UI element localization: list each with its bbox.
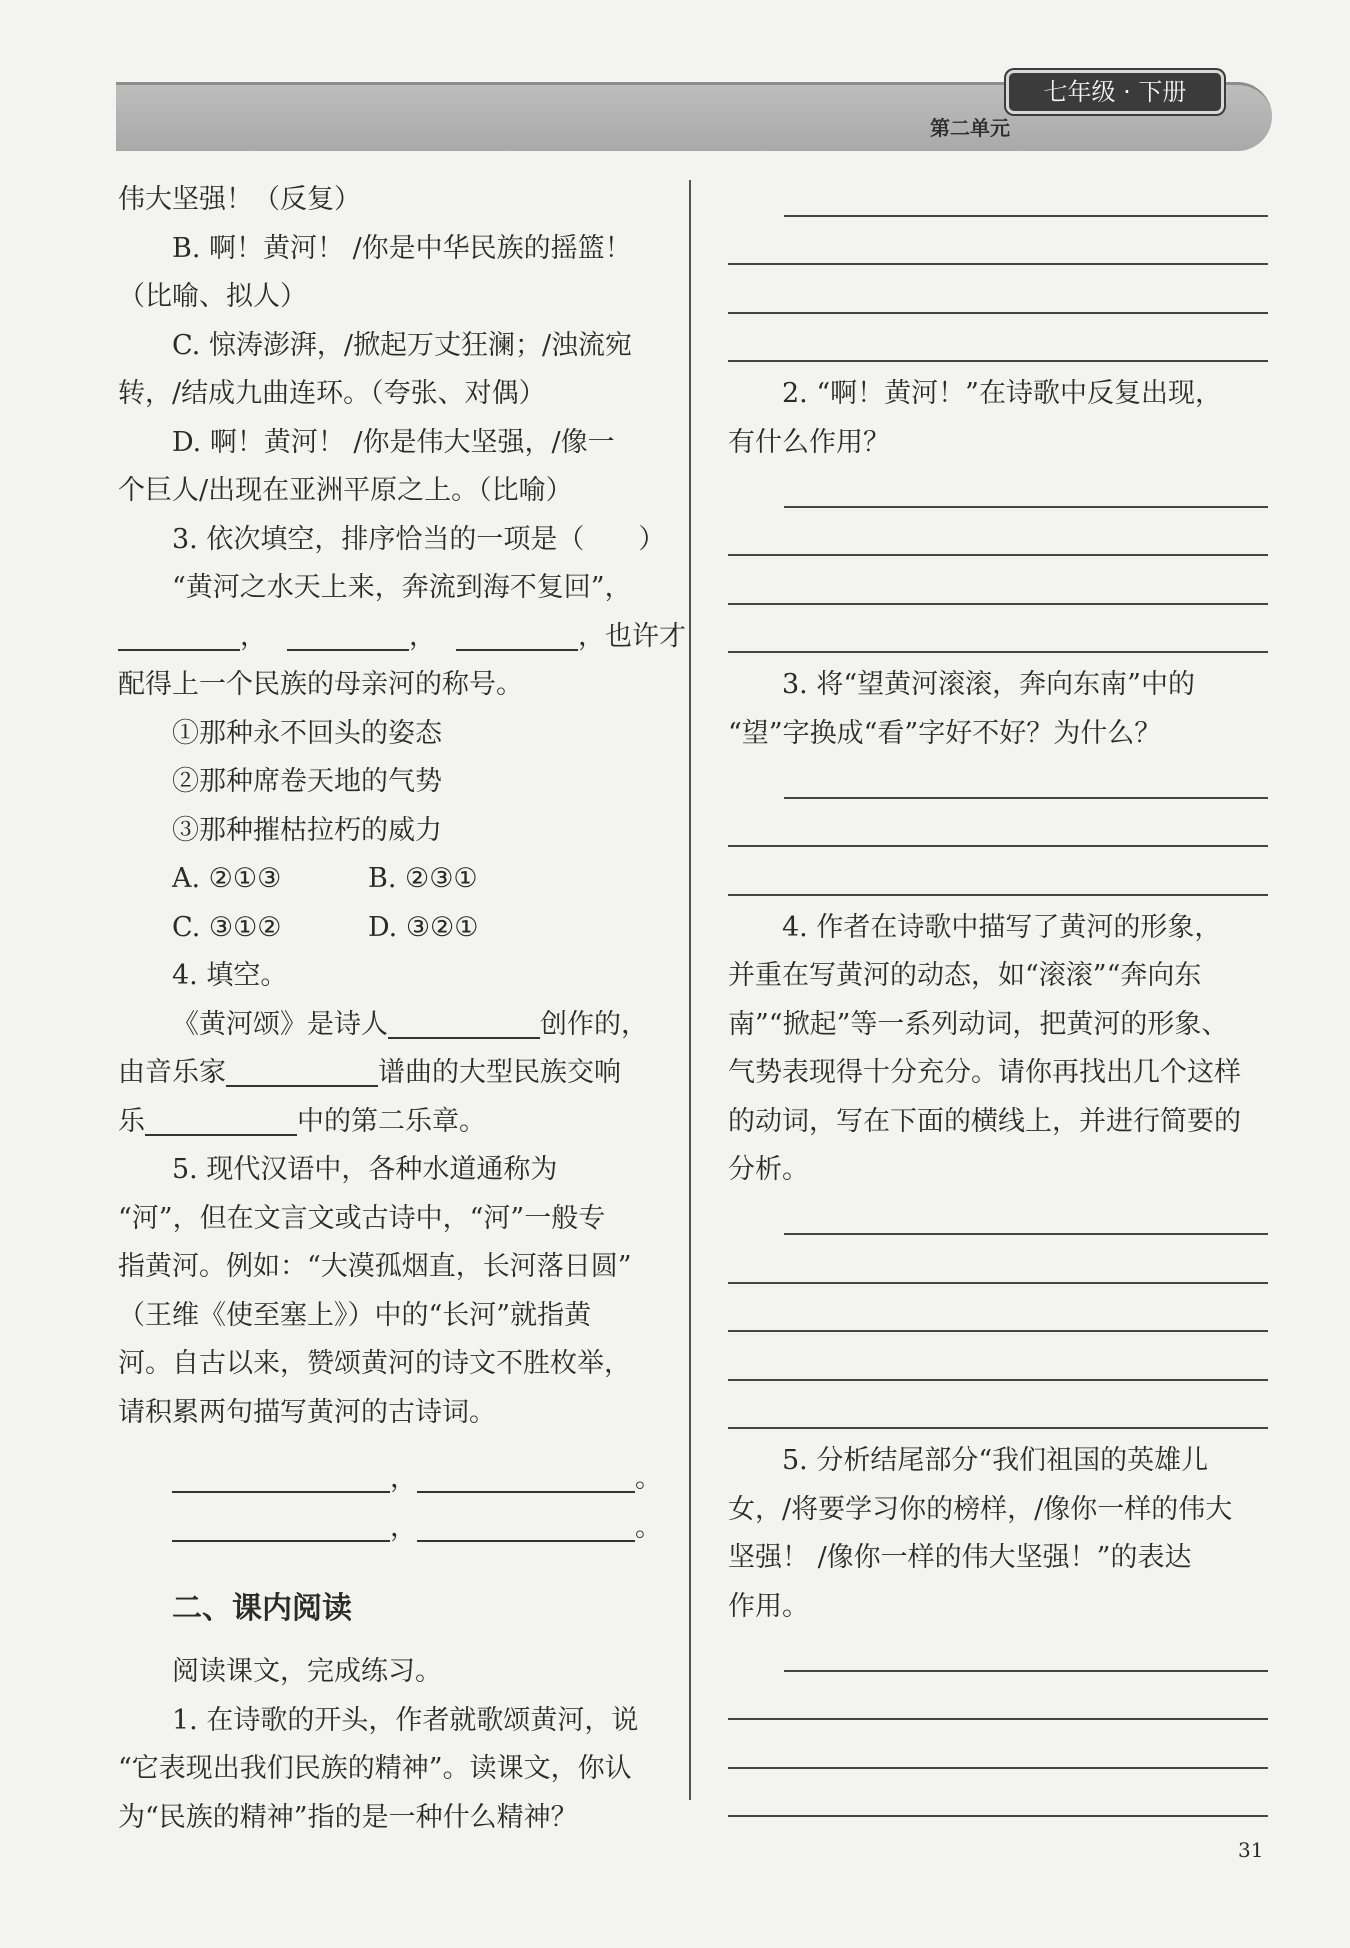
- text-line: 个巨人/出现在亚洲平原之上。（比喻）: [118, 475, 573, 506]
- composer-blank[interactable]: [226, 1055, 378, 1087]
- poem-blank[interactable]: [172, 1510, 390, 1542]
- punct: ，: [240, 620, 267, 652]
- answer-line[interactable]: [728, 855, 1268, 904]
- answer-line[interactable]: [728, 1728, 1268, 1777]
- text-line: 伟大坚强！（反复）: [118, 184, 361, 215]
- text-line: （王维《使至塞上》）中的“长河”就指黄: [118, 1299, 592, 1331]
- answer-line[interactable]: [728, 225, 1268, 274]
- text-line: 并重在写黄河的动态，如“滚滚”“奔向东: [728, 960, 1202, 991]
- punct: ，: [409, 620, 436, 652]
- text-line: （比喻、拟人）: [118, 281, 307, 312]
- text-line: 坚强！ /像你一样的伟大坚强！”的表达: [728, 1542, 1192, 1573]
- punct: 。: [635, 1511, 662, 1543]
- text-line: 配得上一个民族的母亲河的称号。: [118, 669, 523, 700]
- answer-line[interactable]: [728, 322, 1268, 371]
- text-fragment: ，也许才: [578, 620, 686, 652]
- answer-line[interactable]: [728, 613, 1268, 662]
- text-fragment: 乐: [118, 1105, 145, 1137]
- answer-line[interactable]: [728, 467, 1268, 516]
- symphony-blank[interactable]: [145, 1104, 297, 1136]
- answer-blank[interactable]: [118, 619, 240, 651]
- text-line: 女，/将要学习你的榜样，/像你一样的伟大: [728, 1493, 1233, 1525]
- fill-line: [118, 1049, 656, 1098]
- text-fragment: 《黄河颂》是诗人: [172, 1008, 388, 1040]
- punct: 。: [635, 1463, 662, 1494]
- list-item: ②那种席卷天地的气势: [172, 766, 442, 797]
- question-5: 5. 现代汉语中，各种水道通称为: [172, 1154, 558, 1185]
- text-fragment: 由音乐家: [118, 1057, 226, 1088]
- answer-line[interactable]: [728, 564, 1268, 613]
- choice-row: [118, 855, 656, 904]
- question-4: 4. 填空。: [172, 960, 288, 991]
- answer-line[interactable]: [728, 1292, 1268, 1341]
- text-line: 请积累两句描写黄河的古诗词。: [118, 1396, 496, 1428]
- poet-blank[interactable]: [388, 1007, 540, 1039]
- fill-line: [118, 1098, 656, 1147]
- poem-blank[interactable]: [417, 1461, 635, 1493]
- text-fragment: 创作的，: [540, 1008, 648, 1040]
- reading-question-5: 5. 分析结尾部分“我们祖国的英雄儿: [782, 1445, 1209, 1476]
- punct: ，: [390, 1463, 417, 1494]
- text-line: “黄河之水天上来，奔流到海不复回”，: [172, 572, 632, 603]
- choice-b[interactable]: B. ②③①: [368, 863, 478, 894]
- text-line: 的动词，写在下面的横线上，并进行简要的: [728, 1105, 1241, 1137]
- choice-row: [118, 904, 656, 953]
- page-number: 31: [1238, 1838, 1264, 1862]
- right-column: [728, 176, 1268, 1825]
- grade-tab: 七年级 · 下册: [1006, 70, 1224, 114]
- column-divider: [689, 180, 691, 1800]
- answer-line[interactable]: [728, 1195, 1268, 1244]
- answer-line[interactable]: [728, 1389, 1268, 1438]
- reading-question-4: 4. 作者在诗歌中描写了黄河的形象，: [782, 911, 1222, 943]
- answer-line[interactable]: [728, 758, 1268, 807]
- poem-fill-line: [118, 1504, 662, 1553]
- option-c-line: C. 惊涛澎湃，/掀起万丈狂澜；/浊流宛: [172, 329, 633, 361]
- text-line: “河”，但在文言文或古诗中，“河”一般专: [118, 1202, 606, 1234]
- answer-line[interactable]: [728, 1340, 1268, 1389]
- answer-line[interactable]: [728, 273, 1268, 322]
- list-item: ①那种永不回头的姿态: [172, 717, 442, 749]
- answer-line[interactable]: [728, 1680, 1268, 1729]
- text-fragment: 谱曲的大型民族交响: [378, 1057, 621, 1088]
- text-line: 南”“掀起”等一系列动词，把黄河的形象、: [728, 1008, 1229, 1040]
- answer-line[interactable]: [728, 1631, 1268, 1680]
- poem-blank[interactable]: [172, 1461, 390, 1493]
- choice-c[interactable]: C. ③①②: [172, 911, 282, 943]
- text-fragment: 中的第二乐章。: [297, 1105, 486, 1137]
- answer-line[interactable]: [728, 807, 1268, 856]
- option-b-line: B. 啊！黄河！ /你是中华民族的摇篮！: [172, 232, 632, 264]
- text-line: 指黄河。例如：“大漠孤烟直，长河落日圆”: [118, 1251, 632, 1282]
- answer-line[interactable]: [728, 1243, 1268, 1292]
- text-line: 分析。: [728, 1154, 809, 1185]
- section-heading: 二、课内阅读: [172, 1591, 352, 1626]
- list-item: ③那种摧枯拉朽的威力: [172, 814, 442, 846]
- question-3: 3. 依次填空，排序恰当的一项是（ ）: [172, 523, 666, 555]
- choice-a[interactable]: A. ②①③: [172, 863, 282, 894]
- text-line: 作用。: [728, 1590, 809, 1622]
- text-line: 为“民族的精神”指的是一种什么精神？: [118, 1801, 578, 1833]
- text-line: “它表现出我们民族的精神”。读课文，你认: [118, 1753, 632, 1784]
- poem-blank[interactable]: [417, 1510, 635, 1542]
- reading-question-2: 2. “啊！黄河！”在诗歌中反复出现，: [782, 378, 1222, 409]
- answer-blank[interactable]: [456, 619, 578, 651]
- text-line: 气势表现得十分充分。请你再找出几个这样: [728, 1057, 1241, 1088]
- poem-fill-line: [118, 1455, 662, 1504]
- text-line: “望”字换成“看”字好不好？为什么？: [728, 717, 1162, 749]
- answer-line[interactable]: [728, 176, 1268, 225]
- punct: ，: [390, 1511, 417, 1543]
- left-column: [118, 176, 686, 1842]
- answer-line[interactable]: [728, 516, 1268, 565]
- fill-line: [118, 1001, 656, 1050]
- text-line: 有什么作用？: [728, 426, 890, 458]
- answer-line[interactable]: [728, 1777, 1268, 1826]
- text-line: 河。自古以来，赞颂黄河的诗文不胜枚举，: [118, 1348, 631, 1379]
- reading-question-3: 3. 将“望黄河滚滚，奔向东南”中的: [782, 669, 1195, 700]
- unit-label: 第二单元: [930, 116, 1010, 140]
- text-line: 转，/结成九曲连环。（夸张、对偶）: [118, 378, 546, 409]
- fill-line: [118, 613, 686, 662]
- option-d-line: D. 啊！黄河！ /你是伟大坚强，/像一: [172, 426, 615, 458]
- instruction: 阅读课文，完成练习。: [172, 1656, 442, 1687]
- choice-d[interactable]: D. ③②①: [368, 911, 479, 943]
- reading-question-1: 1. 在诗歌的开头，作者就歌颂黄河，说: [172, 1704, 639, 1736]
- answer-blank[interactable]: [287, 619, 409, 651]
